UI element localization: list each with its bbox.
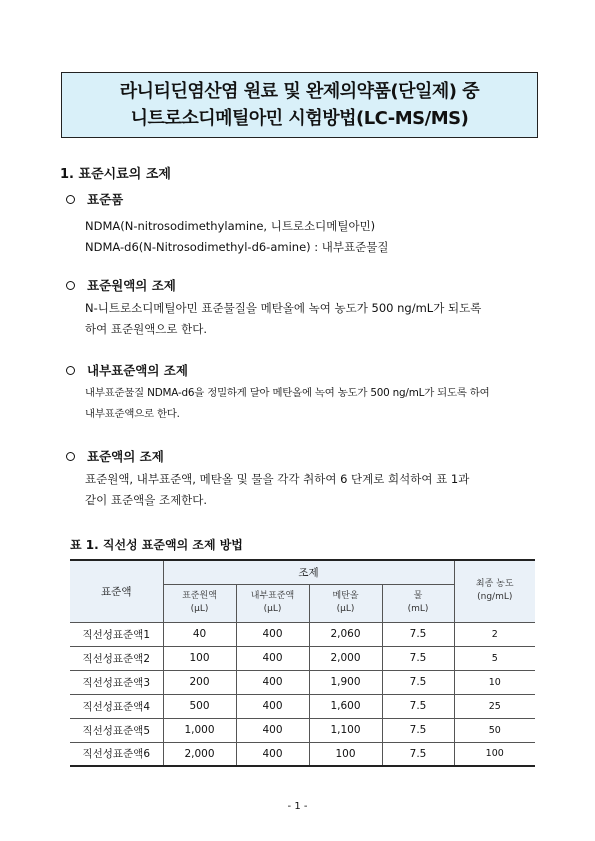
col-name: 내부표준액: [250, 591, 295, 601]
text-line: 내부표준물질 NDMA-d6을 정밀하게 달아 메탄올에 녹여 농도가 500 ng/mL가 되도록 하여: [85, 387, 490, 399]
cell-final: 25: [454, 694, 535, 718]
cell-water: 7.5: [382, 646, 454, 670]
circle-bullet-icon: [66, 195, 75, 204]
section-1-heading: 1. 표준시료의 조제: [60, 167, 171, 182]
subsection-title: 표준액의 조제: [87, 449, 164, 464]
table-row: [70, 622, 535, 646]
header-col: [236, 584, 309, 622]
subsection-title: 표준품: [87, 192, 124, 207]
text-line: 표준원액, 내부표준액, 메탄올 및 물을 각각 취하여 6 단계로 희석하여 표 1과: [85, 472, 470, 486]
text-line: 하여 표준원액으로 한다.: [85, 322, 208, 336]
cell-final: 100: [454, 742, 535, 766]
cell-internal: 400: [236, 670, 309, 694]
table-row: [70, 694, 535, 718]
subsection-title: 표준원액의 조제: [87, 278, 176, 293]
header-final-label: 최종 농도: [475, 579, 514, 590]
cell-name: 직선성표준액1: [70, 622, 163, 646]
reference-standards-text: [85, 216, 539, 258]
text-line: 내부표준액으로 한다.: [85, 408, 180, 420]
subsection-stock-solution: [66, 276, 176, 294]
cell-final: 50: [454, 718, 535, 742]
header-final-concentration: [454, 560, 535, 622]
header-standard: 표준액: [70, 560, 163, 622]
title-line-2: 니트로소디메틸아민 시험방법(LC-MS/MS): [130, 108, 469, 129]
header-col: [382, 584, 454, 622]
cell-name: 직선성표준액3: [70, 670, 163, 694]
table-row: [70, 742, 535, 766]
table-row: [70, 670, 535, 694]
cell-methanol: 1,600: [309, 694, 382, 718]
cell-stock: 1,000: [163, 718, 236, 742]
cell-final: 2: [454, 622, 535, 646]
col-unit: (μL): [336, 604, 355, 614]
cell-internal: 400: [236, 694, 309, 718]
cell-name: 직선성표준액4: [70, 694, 163, 718]
col-name: 메탄올: [332, 591, 359, 601]
cell-methanol: 1,900: [309, 670, 382, 694]
cell-water: 7.5: [382, 742, 454, 766]
col-name: 표준원액: [182, 591, 217, 601]
cell-stock: 40: [163, 622, 236, 646]
internal-standard-text: [85, 383, 539, 425]
cell-final: 5: [454, 646, 535, 670]
text-line: 같이 표준액을 조제한다.: [85, 493, 208, 507]
page-number: - 1 -: [287, 801, 308, 812]
header-final-unit: (ng/mL): [477, 592, 513, 603]
cell-stock: 500: [163, 694, 236, 718]
text-line: NDMA(N-nitrosodimethylamine, 니트로소디메틸아민): [85, 219, 376, 233]
title-line-1: 라니티딘염산염 원료 및 완제의약품(단일제) 중: [119, 81, 480, 102]
table-caption: 표 1. 직선성 표준액의 조제 방법: [70, 538, 243, 552]
cell-stock: 200: [163, 670, 236, 694]
header-col: [163, 584, 236, 622]
header-preparation: 조제: [163, 560, 454, 584]
cell-stock: 2,000: [163, 742, 236, 766]
standard-solution-text: [85, 469, 539, 511]
cell-water: 7.5: [382, 718, 454, 742]
cell-name: 직선성표준액2: [70, 646, 163, 670]
cell-methanol: 100: [309, 742, 382, 766]
cell-internal: 400: [236, 622, 309, 646]
subsection-reference-standards: [66, 190, 123, 208]
cell-water: 7.5: [382, 622, 454, 646]
cell-name: 직선성표준액5: [70, 718, 163, 742]
subsection-standard-solution: [66, 447, 164, 465]
cell-water: 7.5: [382, 694, 454, 718]
subsection-internal-standard: [66, 361, 188, 379]
circle-bullet-icon: [66, 452, 75, 461]
cell-internal: 400: [236, 718, 309, 742]
header-col: [309, 584, 382, 622]
stock-solution-text: [85, 298, 539, 340]
linearity-standard-table: [70, 559, 535, 767]
cell-name: 직선성표준액6: [70, 742, 163, 766]
table-row: [70, 718, 535, 742]
cell-methanol: 2,060: [309, 622, 382, 646]
circle-bullet-icon: [66, 281, 75, 290]
cell-methanol: 2,000: [309, 646, 382, 670]
col-unit: (μL): [263, 604, 282, 614]
subsection-title: 내부표준액의 조제: [87, 363, 188, 378]
text-line: N-니트로소디메틸아민 표준물질을 메탄올에 녹여 농도가 500 ng/mL가 되도록: [85, 301, 482, 315]
col-unit: (μL): [190, 604, 209, 614]
cell-water: 7.5: [382, 670, 454, 694]
text-line: NDMA-d6(N-Nitrosodimethyl-d6-amine) : 내부표준물질: [85, 240, 389, 254]
cell-methanol: 1,100: [309, 718, 382, 742]
cell-internal: 400: [236, 742, 309, 766]
circle-bullet-icon: [66, 366, 75, 375]
col-unit: (mL): [407, 604, 429, 614]
cell-internal: 400: [236, 646, 309, 670]
table-row: [70, 646, 535, 670]
col-name: 물: [413, 591, 423, 601]
cell-stock: 100: [163, 646, 236, 670]
document-title-box: [61, 72, 538, 138]
cell-final: 10: [454, 670, 535, 694]
